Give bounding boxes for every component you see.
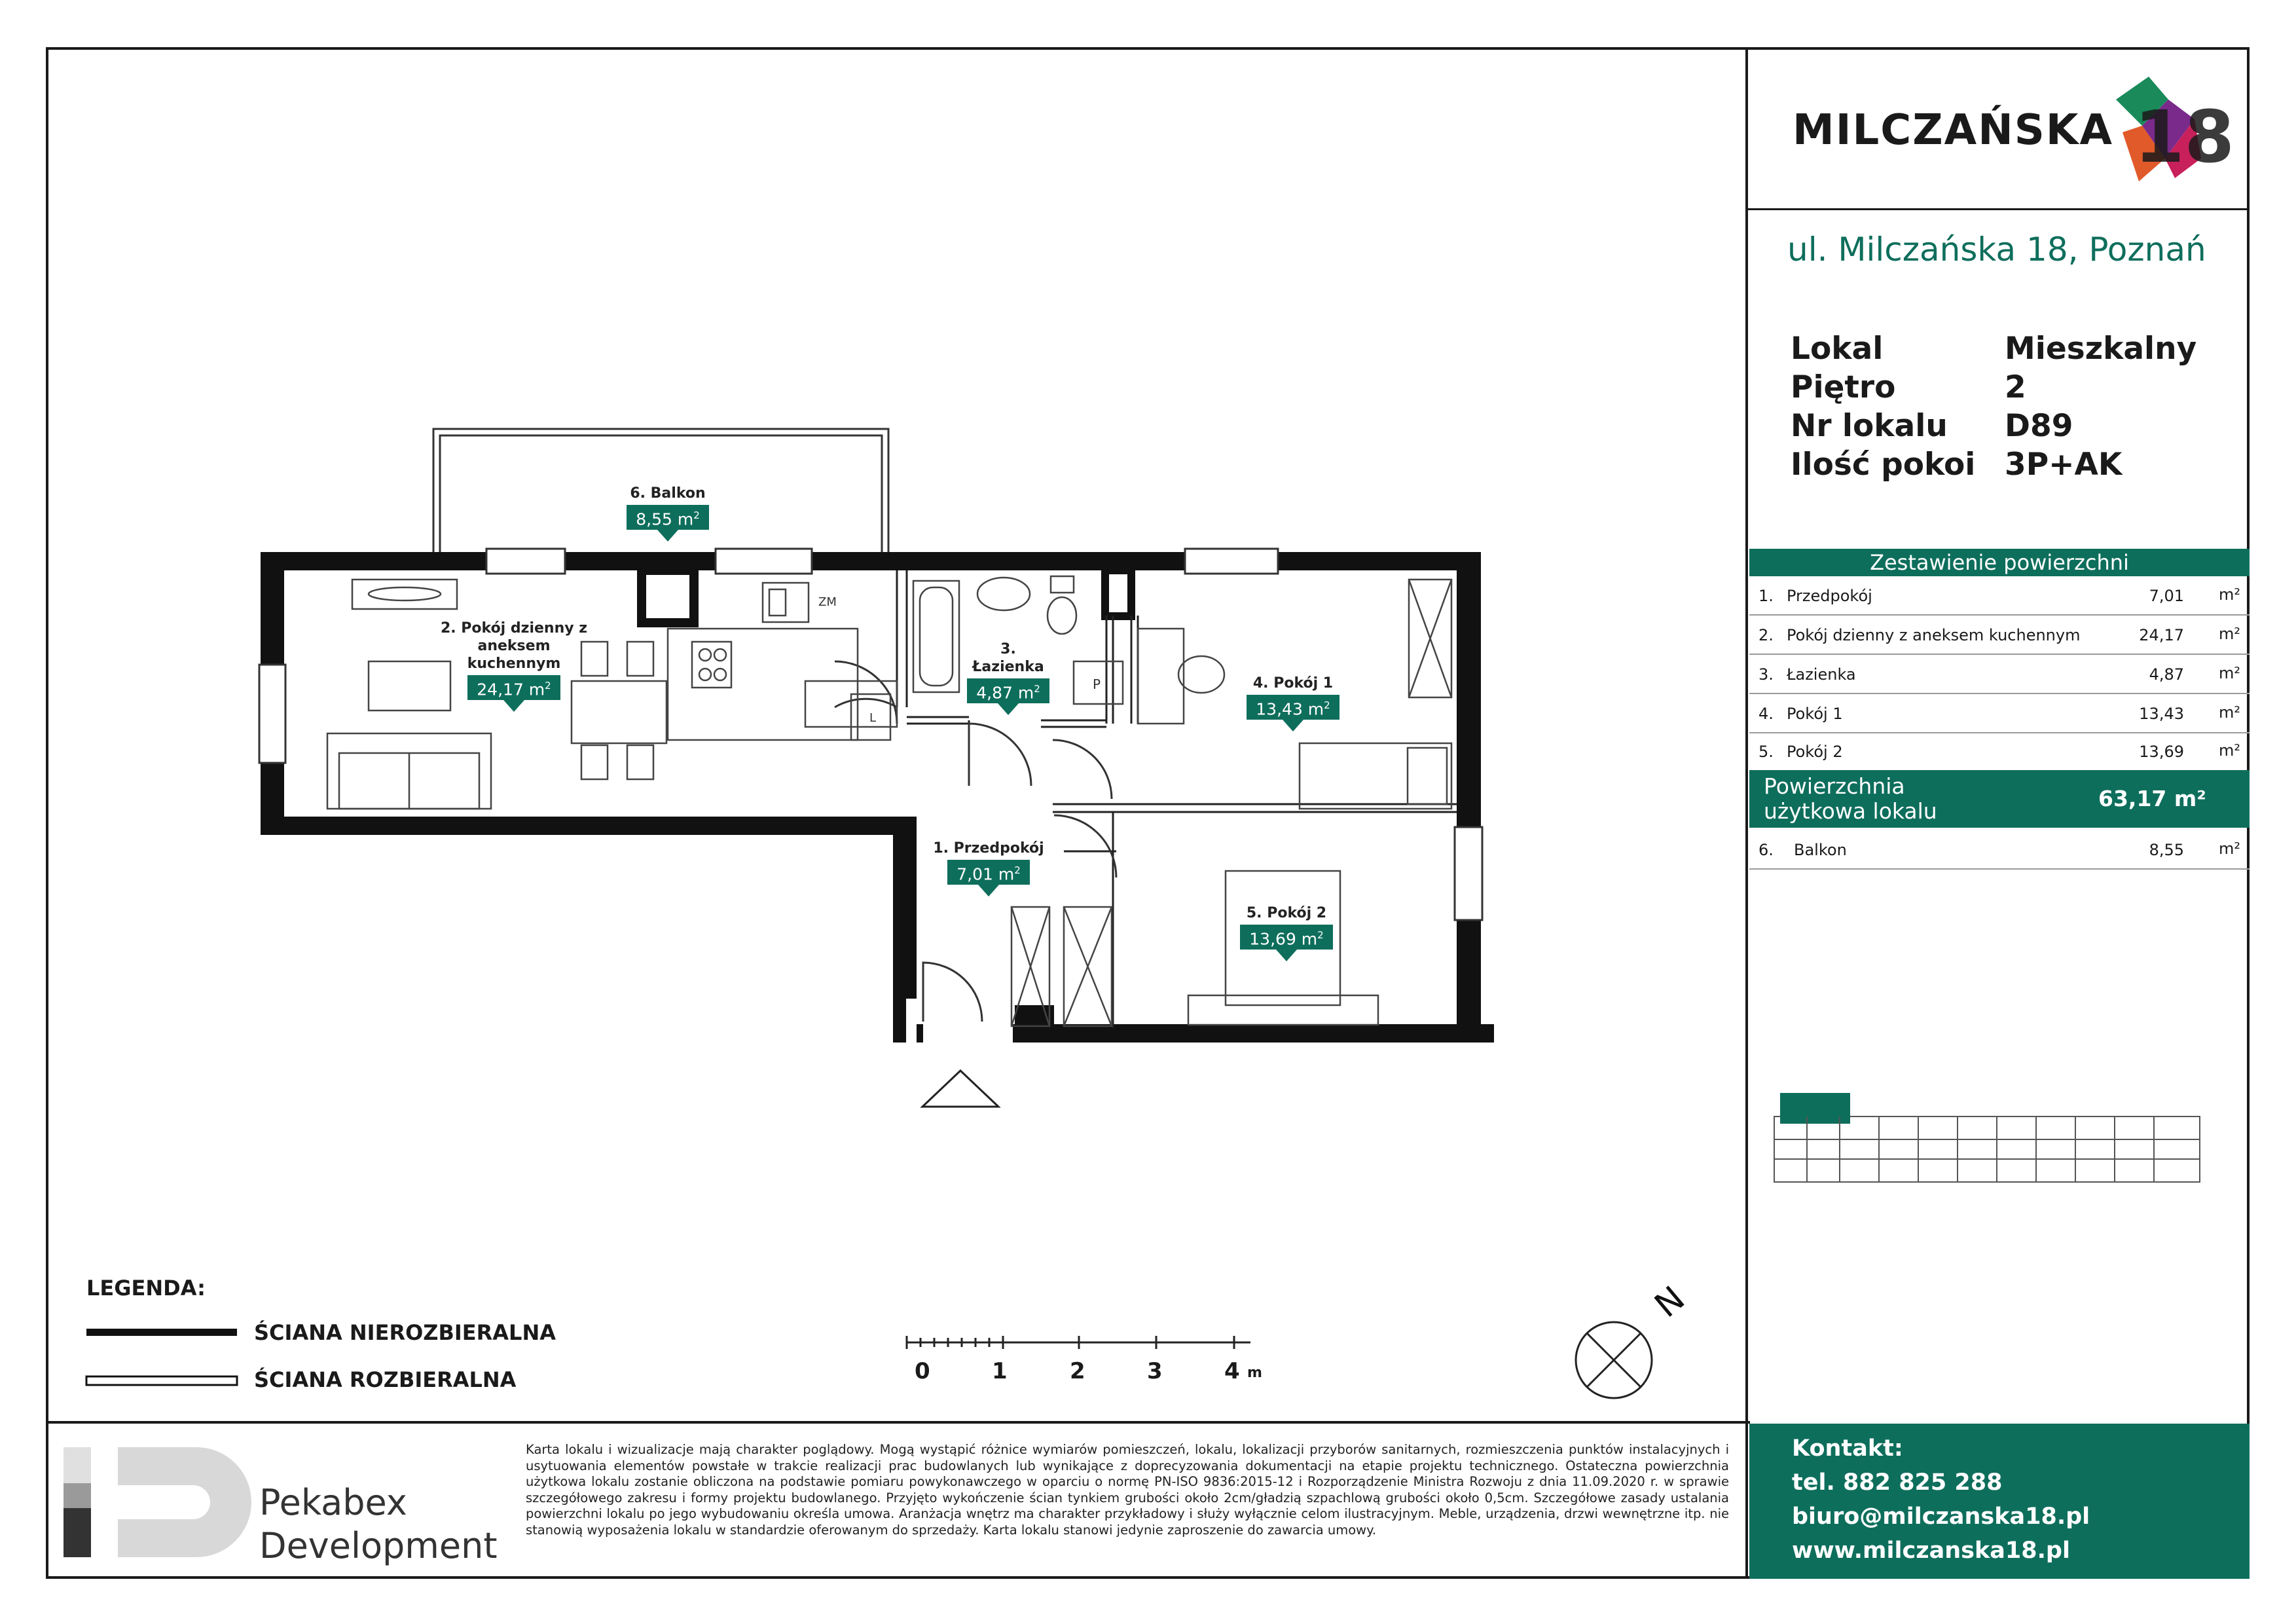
summary-row-balcony: 6. Balkon 8,55 m² — [1749, 830, 2250, 870]
partition-walls — [897, 570, 1457, 1028]
info-label: Lokal — [1791, 331, 1884, 367]
info-label: Nr lokalu — [1791, 408, 1948, 444]
total-value: 63,17 m² — [2098, 786, 2206, 811]
scale-unit: m — [1247, 1365, 1262, 1381]
room-tag-pokoj-1 — [1244, 674, 1342, 731]
summary-total — [1749, 770, 2250, 828]
legend-item: ŚCIANA ROZBIERALNA — [254, 1367, 517, 1392]
room-title: 1. Przedpokój — [933, 840, 1044, 857]
room-pointer — [978, 885, 999, 896]
summary-row: 2. Pokój dzienny z aneksem kuchennym 24,17 m² — [1749, 616, 2250, 655]
footer-divider — [46, 1421, 1750, 1424]
legend-item: ŚCIANA NIEROZBIERALNA — [254, 1320, 556, 1345]
scale-label: 3 — [1147, 1358, 1163, 1384]
scale-label: 4 — [1224, 1358, 1240, 1384]
contact-email[interactable]: biuro@milczanska18.pl — [1792, 1504, 2090, 1530]
label-l: L — [869, 711, 877, 725]
room-pointer — [1283, 720, 1303, 731]
address: ul. Milczańska 18, Poznań — [1787, 231, 2206, 268]
room-title: 5. Pokój 2 — [1246, 905, 1327, 921]
info-value: Mieszkalny — [2005, 331, 2197, 367]
contact-website[interactable]: www.milczanska18.pl — [1792, 1538, 2070, 1564]
contact-box — [1749, 1424, 2250, 1579]
disclaimer: Karta lokalu i wizualizacje mają charakter poglądowy. Mogą wystąpić różnice wymiarów pomieszczeń, lokalu, lokalizacji przyborów sanitarnych, rozmieszczenia punktów instalacyjnych i usytuowania elementów powstałe w trakcie realizacji prac budowlanych lub wynikające z doprecyzowania dokumentacji na etapie projektu technicznego. Ostateczna powierzchnia użytkowa lokalu zostanie obliczona na podstawie pomiaru powykonawczego w oparciu o normę PN-ISO 9836:2015-12 i Rozporządzenie Ministra Rozwoju z dnia 11.09.2020 r. w sprawie szczegółowego zakresu i formy projektu budowlanego. Przyjęto wykończenie ścian tynkiem grubości około 2cm/gładzią szpachlową grubości około 0,5cm. Szczegółowe zasady ustalania powierzchni lokalu po jego wybudowaniu określa umowa. Aranżacja wnętrz ma charakter przykładowy i służy wyłącznie celom ilustracyjnym. Meble, urządzenia, drzwi wewnętrzne itp. nie stanowią wyposażenia lokalu w standardzie oferowanym do sprzedaży. Karta lokalu stanowi jedynie zaproszenie do zawarcia umowy. — [526, 1442, 1729, 1538]
legend-title: LEGENDA: — [86, 1276, 206, 1301]
room-tag-przedpokoj — [933, 840, 1044, 896]
developer-name: Pekabex Development — [259, 1482, 498, 1566]
room-area: 8,55 $m^2$ — [627, 505, 709, 530]
info-label: Ilość pokoi — [1791, 447, 1976, 483]
logo-divider — [1745, 208, 2250, 210]
label-zm: ZM — [818, 595, 837, 609]
panel-divider — [1745, 47, 1748, 1579]
room-title: 4. Pokój 1 — [1252, 675, 1334, 692]
total-label: Powierzchnia użytkowa lokalu — [1764, 773, 1937, 824]
room-area: 24,17 $m^2$ — [467, 675, 560, 700]
room-area: 13,43 $m^2$ — [1247, 695, 1339, 720]
room-area: 13,69 $m^2$ — [1240, 925, 1332, 950]
room-pointer — [503, 700, 524, 712]
entrance-marker — [922, 1071, 998, 1107]
scale-label: 0 — [915, 1358, 930, 1384]
legend-hollow-line — [86, 1376, 237, 1385]
compass-icon — [1576, 1322, 1652, 1398]
info-label: Piętro — [1791, 369, 1896, 405]
room-tag-balkon — [612, 485, 723, 542]
brand-number: 18 — [2134, 95, 2235, 179]
windows — [259, 549, 1482, 920]
room-tag-pokoj-dzienny — [439, 619, 589, 712]
scale-bar — [907, 1336, 1250, 1349]
room-area: 4,87 $m^2$ — [967, 678, 1049, 703]
room-pointer — [657, 530, 678, 542]
scale-label: 1 — [992, 1358, 1008, 1384]
room-tag-pokoj-2 — [1231, 904, 1342, 961]
summary-row: 3. Łazienka 4,87 m² — [1749, 655, 2250, 694]
summary-row: 1. Przedpokój 7,01 m² — [1749, 576, 2250, 616]
room-title: 2. Pokój dzienny z aneksem kuchennym — [440, 620, 588, 672]
scale-label: 2 — [1070, 1358, 1085, 1384]
north-label: N — [1647, 1279, 1692, 1326]
summary-header: Zestawienie powierzchni — [1749, 549, 2250, 576]
room-tag-lazienka — [962, 640, 1054, 715]
room-area: 7,01 $m^2$ — [947, 860, 1030, 885]
brand-logo-icon — [2103, 73, 2235, 185]
summary-row: 4. Pokój 1 13,43 m² — [1749, 694, 2250, 733]
room-title: 3. Łazienka — [972, 641, 1044, 675]
room-pointer — [1276, 950, 1297, 961]
brand-name: MILCZAŃSKA — [1793, 106, 2113, 155]
info-value: D89 — [2005, 408, 2073, 444]
summary-row: 5. Pokój 2 13,69 m² — [1749, 732, 2250, 771]
info-value: 3P+AK — [2005, 447, 2123, 483]
legend-solid-line — [86, 1329, 237, 1336]
contact-title: Kontakt: — [1792, 1435, 1903, 1462]
room-pointer — [998, 703, 1019, 715]
label-p: P — [1093, 676, 1101, 692]
contact-phone[interactable]: tel. 882 825 288 — [1792, 1469, 2003, 1496]
room-title: 6. Balkon — [630, 485, 706, 502]
info-value: 2 — [2005, 369, 2026, 405]
